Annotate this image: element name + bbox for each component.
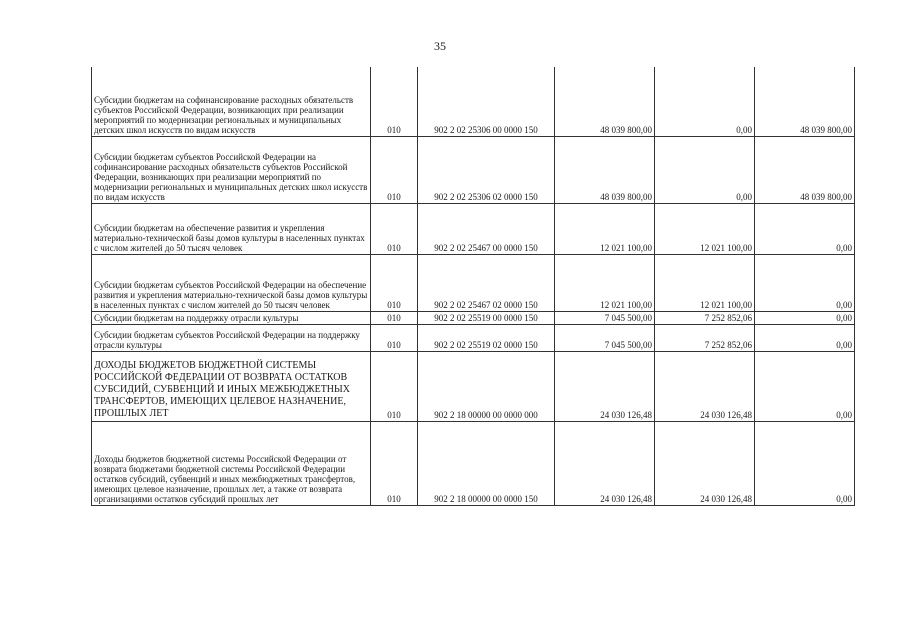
row-code: 010	[371, 203, 418, 254]
row-value-2: 12 021 100,00	[655, 254, 755, 311]
row-kbk: 902 2 18 00000 00 0000 150	[418, 421, 555, 505]
row-value-1: 48 039 800,00	[555, 136, 655, 203]
row-kbk: 902 2 02 25519 00 0000 150	[418, 311, 555, 324]
row-name: Субсидии бюджетам на софинансирование расходных обязательств субъектов Российской Федерации, возникающих при реализации мероприятий по модернизации региональных и муниципальных детских школ искусств по видам искусств	[92, 67, 371, 136]
row-value-1: 12 021 100,00	[555, 203, 655, 254]
row-value-1: 48 039 800,00	[555, 67, 655, 136]
table-row	[92, 136, 855, 203]
row-kbk: 902 2 02 25519 02 0000 150	[418, 324, 555, 351]
row-kbk: 902 2 02 25306 00 0000 150	[418, 67, 555, 136]
row-value-2: 24 030 126,48	[655, 351, 755, 421]
row-value-2: 24 030 126,48	[655, 421, 755, 505]
row-value-3: 0,00	[755, 351, 855, 421]
row-name: ДОХОДЫ БЮДЖЕТОВ БЮДЖЕТНОЙ СИСТЕМЫ РОССИЙСКОЙ ФЕДЕРАЦИИ ОТ ВОЗВРАТА ОСТАТКОВ СУБСИДИЙ, СУБВЕНЦИЙ И ИНЫХ МЕЖБЮДЖЕТНЫХ ТРАНСФЕРТОВ, ИМЕЮЩИХ ЦЕЛЕВОЕ НАЗНАЧЕНИЕ, ПРОШЛЫХ ЛЕТ	[92, 351, 371, 421]
row-code: 010	[371, 351, 418, 421]
row-value-3: 48 039 800,00	[755, 136, 855, 203]
page-number: 35	[434, 39, 446, 53]
row-kbk: 902 2 02 25467 02 0000 150	[418, 254, 555, 311]
row-code: 010	[371, 136, 418, 203]
row-value-3: 48 039 800,00	[755, 67, 855, 136]
table-row	[92, 203, 855, 254]
table-row	[92, 324, 855, 351]
row-code: 010	[371, 67, 418, 136]
row-value-1: 7 045 500,00	[555, 324, 655, 351]
row-name: Субсидии бюджетам субъектов Российской Федерации на софинансирование расходных обязательств субъектов Российской Федерации, возникающих при реализации мероприятий по модернизации региональных и муниципальных детских школ искусств по видам искусств	[92, 136, 371, 203]
row-value-2: 12 021 100,00	[655, 203, 755, 254]
row-value-3: 0,00	[755, 311, 855, 324]
row-value-2: 0,00	[655, 67, 755, 136]
row-value-3: 0,00	[755, 203, 855, 254]
table-row	[92, 351, 855, 421]
row-value-1: 24 030 126,48	[555, 351, 655, 421]
row-value-1: 7 045 500,00	[555, 311, 655, 324]
row-value-2: 7 252 852,06	[655, 324, 755, 351]
table-row	[92, 254, 855, 311]
row-name: Субсидии бюджетам на обеспечение развития и укрепления материально-технической базы домов культуры в населенных пунктах с числом жителей до 50 тысяч человек	[92, 203, 371, 254]
row-value-1: 24 030 126,48	[555, 421, 655, 505]
row-value-3: 0,00	[755, 254, 855, 311]
row-name: Субсидии бюджетам на поддержку отрасли культуры	[92, 311, 371, 324]
row-name: Субсидии бюджетам субъектов Российской Федерации на поддержку отрасли культуры	[92, 324, 371, 351]
row-name: Доходы бюджетов бюджетной системы Российской Федерации от возврата бюджетами бюджетной системы Российской Федерации остатков субсидий, субвенций и иных межбюджетных трансфертов, имеющих целевое назначение, прошлых лет, а также от возврата организациями остатков субсидий прошлых лет	[92, 421, 371, 505]
row-value-2: 7 252 852,06	[655, 311, 755, 324]
row-code: 010	[371, 311, 418, 324]
row-value-2: 0,00	[655, 136, 755, 203]
row-name: Субсидии бюджетам субъектов Российской Федерации на обеспечение развития и укрепления материально-технической базы домов культуры в населенных пунктах с числом жителей до 50 тысяч человек	[92, 254, 371, 311]
table-row	[92, 421, 855, 505]
row-code: 010	[371, 254, 418, 311]
row-value-3: 0,00	[755, 324, 855, 351]
table-row	[92, 67, 855, 136]
row-kbk: 902 2 02 25306 02 0000 150	[418, 136, 555, 203]
row-code: 010	[371, 324, 418, 351]
row-kbk: 902 2 18 00000 00 0000 000	[418, 351, 555, 421]
row-value-3: 0,00	[755, 421, 855, 505]
row-kbk: 902 2 02 25467 00 0000 150	[418, 203, 555, 254]
table-row	[92, 311, 855, 324]
row-value-1: 12 021 100,00	[555, 254, 655, 311]
row-code: 010	[371, 421, 418, 505]
budget-revenue-table	[91, 67, 855, 506]
